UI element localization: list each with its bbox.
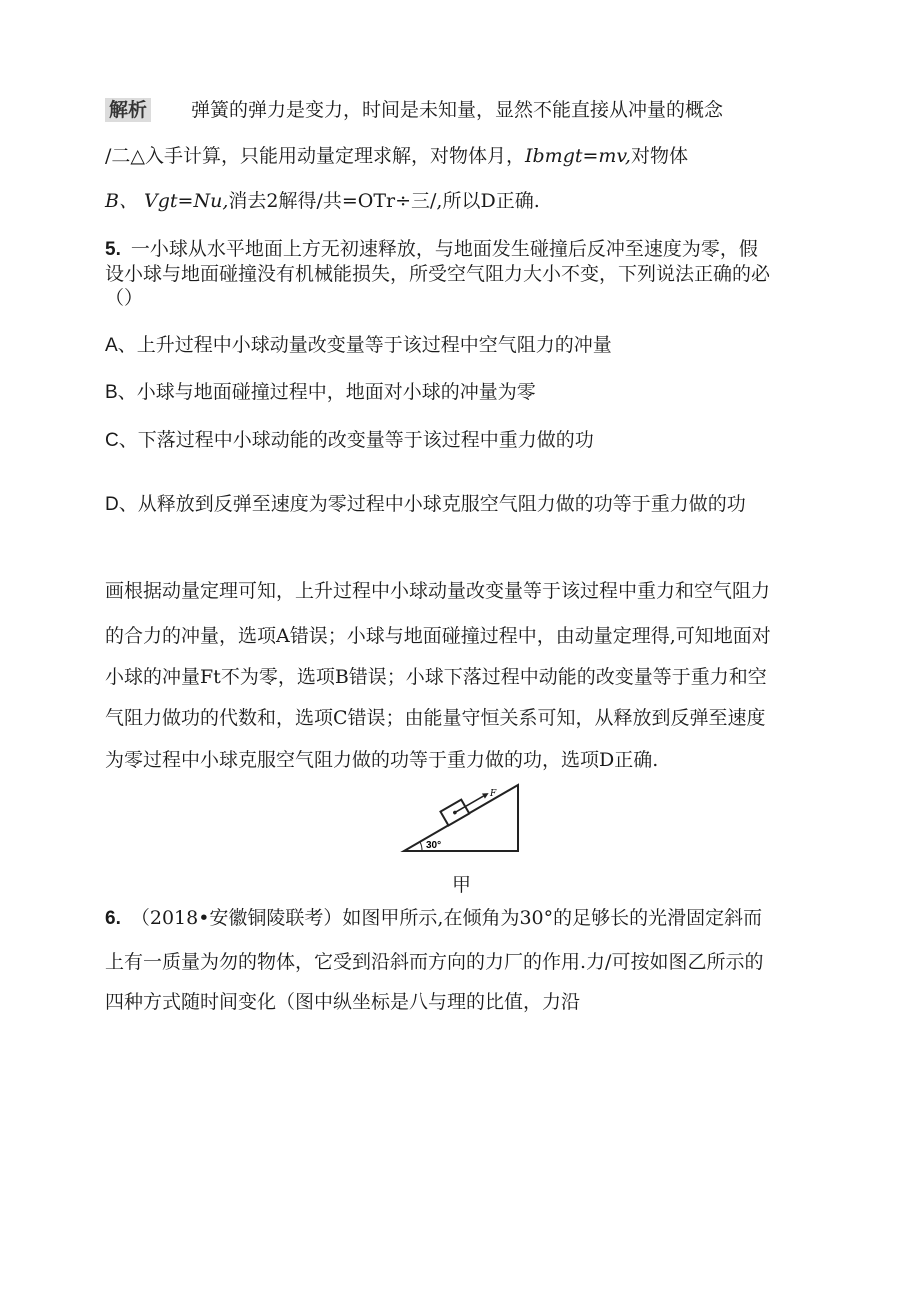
q5-option-c: C、下落过程中小球动能的改变量等于该过程中重力做的功 xyxy=(105,429,594,451)
q5-analysis-line-2: 的合力的冲量，选项A错误；小球与地面碰撞过程中，由动量定理得,可知地面对 xyxy=(105,625,771,647)
q5-option-a: A、上升过程中小球动量改变量等于该过程中空气阻力的冲量 xyxy=(105,334,612,356)
block xyxy=(440,786,492,825)
analysis-line-2: /二△入手计算，只能用动量定理求解，对物体月，Ibmgt=mv,对物体 xyxy=(105,145,688,167)
q5-stem-line-3: （） xyxy=(105,287,144,309)
q5-analysis-line-4: 气阻力做功的代数和，选项C错误；由能量守恒关系可知，从释放到反弹至速度 xyxy=(105,707,766,729)
force-label: F xyxy=(490,789,497,799)
angle-label: 30° xyxy=(426,840,442,851)
incline-figure xyxy=(400,782,525,857)
q5-stem-line-2: 设小球与地面碰撞没有机械能损失，所受空气阻力大小不变，下列说法正确的必 xyxy=(105,263,771,285)
analysis-tag: 解析 xyxy=(105,98,151,122)
analysis-line-1: 解析 弹簧的弹力是变力，时间是未知量，显然不能直接从冲量的概念 xyxy=(105,98,723,122)
q6-number: 6. xyxy=(105,908,121,929)
q5-stem-line-1: 5. 一小球从水平地面上方无初速释放，与地面发生碰撞后反冲至速度为零，假 xyxy=(105,238,758,260)
analysis-line-3: B、 Vgt=Nu,消去2解得/共=OTr÷三∕,所以D正确. xyxy=(105,190,540,212)
angle-arc xyxy=(420,842,422,851)
q6-line-3: 四种方式随时间变化（图中纵坐标是八与理的比值，力沿 xyxy=(105,991,581,1013)
figure-caption: 甲 xyxy=(452,874,472,896)
q6-line-1: 6. （2018•安徽铜陵联考）如图甲所示,在倾角为30°的足够长的光滑固定斜而 xyxy=(105,907,763,929)
q5-option-d: D、从释放到反弹至速度为零过程中小球克服空气阻力做的功等于重力做的功 xyxy=(105,493,746,515)
q5-number: 5. xyxy=(105,239,121,260)
q5-analysis-line-5: 为零过程中小球克服空气阻力做的功等于重力做的功，选项D正确. xyxy=(105,749,659,771)
q5-option-b: B、小球与地面碰撞过程中，地面对小球的冲量为零 xyxy=(105,381,536,403)
q5-analysis-line-1: 画根据动量定理可知，上升过程中小球动量改变量等于该过程中重力和空气阻力 xyxy=(105,580,771,602)
force-arrow-head xyxy=(482,790,490,798)
q6-line-2: 上有一质量为勿的物体，它受到沿斜而方向的力厂的作用.力/可按如图乙所示的 xyxy=(105,951,764,973)
q5-analysis-line-3: 小球的冲量Ft不为零，选项B错误；小球下落过程中动能的改变量等于重力和空 xyxy=(105,666,767,688)
